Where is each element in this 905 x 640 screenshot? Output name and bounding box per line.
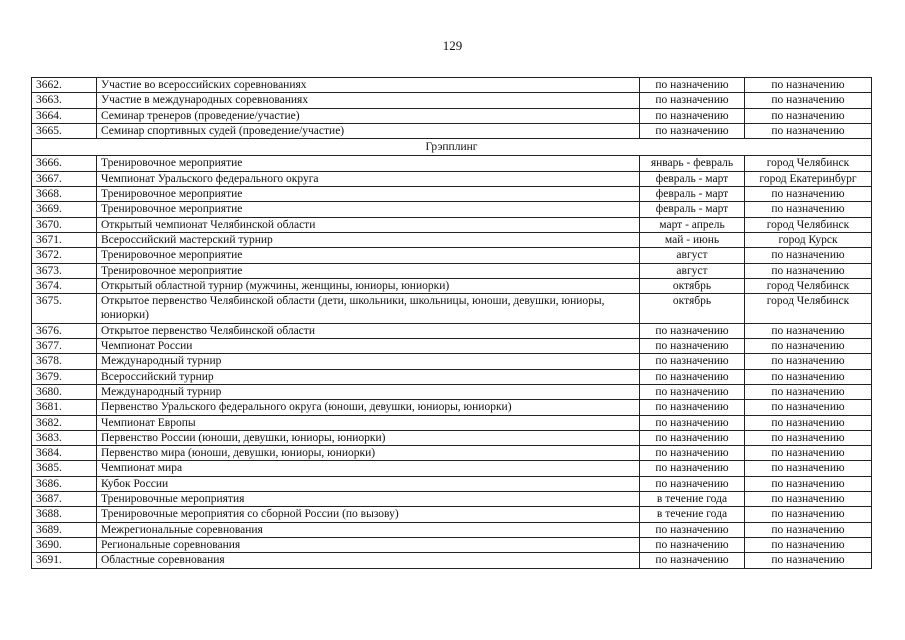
event-date-cell: май - июнь xyxy=(640,232,745,247)
table-row xyxy=(32,323,872,338)
event-date-cell: октябрь xyxy=(640,294,745,324)
event-date-cell: август xyxy=(640,263,745,278)
event-date-cell: по назначению xyxy=(640,384,745,399)
event-date-cell: в течение года xyxy=(640,507,745,522)
event-place-cell: по назначению xyxy=(745,123,872,138)
table-row xyxy=(32,78,872,93)
event-name-cell: Чемпионат Уральского федерального округа xyxy=(97,171,640,186)
event-place-cell: по назначению xyxy=(745,492,872,507)
event-place-cell: по назначению xyxy=(745,507,872,522)
event-place-cell: по назначению xyxy=(745,522,872,537)
row-number-cell: 3684. xyxy=(32,446,97,461)
table-row xyxy=(32,553,872,568)
event-place-cell: город Екатеринбург xyxy=(745,171,872,186)
event-name-cell: Всероссийский мастерский турнир xyxy=(97,232,640,247)
event-place-cell: по назначению xyxy=(745,202,872,217)
row-number-cell: 3680. xyxy=(32,384,97,399)
event-name-cell: Региональные соревнования xyxy=(97,537,640,552)
event-date-cell: по назначению xyxy=(640,354,745,369)
table-row xyxy=(32,108,872,123)
section-header-group xyxy=(32,139,872,156)
event-name-cell: Тренировочное мероприятие xyxy=(97,263,640,278)
event-date-cell: по назначению xyxy=(640,430,745,445)
event-date-cell: февраль - март xyxy=(640,171,745,186)
event-name-cell: Тренировочное мероприятие xyxy=(97,156,640,171)
event-date-cell: по назначению xyxy=(640,323,745,338)
event-place-cell: по назначению xyxy=(745,263,872,278)
event-name-cell: Семинар тренеров (проведение/участие) xyxy=(97,108,640,123)
event-date-cell: по назначению xyxy=(640,123,745,138)
row-number-cell: 3671. xyxy=(32,232,97,247)
row-number-cell: 3689. xyxy=(32,522,97,537)
table-row xyxy=(32,400,872,415)
table-row xyxy=(32,369,872,384)
event-date-cell: по назначению xyxy=(640,93,745,108)
event-place-cell: по назначению xyxy=(745,323,872,338)
event-name-cell: Первенство России (юноши, девушки, юниоры, юниорки) xyxy=(97,430,640,445)
event-place-cell: по назначению xyxy=(745,369,872,384)
event-name-cell: Тренировочное мероприятие xyxy=(97,202,640,217)
page-number: 129 xyxy=(442,38,463,53)
event-place-cell: по назначению xyxy=(745,446,872,461)
event-place-cell: по назначению xyxy=(745,461,872,476)
event-date-cell: по назначению xyxy=(640,446,745,461)
event-date-cell: по назначению xyxy=(640,369,745,384)
event-date-cell: по назначению xyxy=(640,476,745,491)
event-name-cell: Чемпионат Европы xyxy=(97,415,640,430)
event-name-cell: Открытое первенство Челябинской области xyxy=(97,323,640,338)
row-number-cell: 3670. xyxy=(32,217,97,232)
table-row xyxy=(32,171,872,186)
event-place-cell: город Курск xyxy=(745,232,872,247)
row-number-cell: 3662. xyxy=(32,78,97,93)
table-row xyxy=(32,123,872,138)
table-row xyxy=(32,93,872,108)
event-name-cell: Участие во всероссийских соревнованиях xyxy=(97,78,640,93)
event-name-cell: Всероссийский турнир xyxy=(97,369,640,384)
event-date-cell: по назначению xyxy=(640,522,745,537)
row-number-cell: 3687. xyxy=(32,492,97,507)
events-table xyxy=(31,77,872,569)
event-name-cell: Участие в международных соревнованиях xyxy=(97,93,640,108)
event-place-cell: город Челябинск xyxy=(745,217,872,232)
event-place-cell: по назначению xyxy=(745,384,872,399)
event-date-cell: по назначению xyxy=(640,461,745,476)
event-place-cell: по назначению xyxy=(745,187,872,202)
event-name-cell: Тренировочные мероприятия со сборной России (по вызову) xyxy=(97,507,640,522)
event-date-cell: по назначению xyxy=(640,108,745,123)
table-row xyxy=(32,354,872,369)
table-row xyxy=(32,187,872,202)
event-name-cell: Кубок России xyxy=(97,476,640,491)
event-place-cell: по назначению xyxy=(745,415,872,430)
event-name-cell: Тренировочное мероприятие xyxy=(97,187,640,202)
table-row xyxy=(32,446,872,461)
events-table-body-bottom xyxy=(32,156,872,568)
event-date-cell: февраль - март xyxy=(640,187,745,202)
row-number-cell: 3681. xyxy=(32,400,97,415)
event-name-cell: Семинар спортивных судей (проведение/участие) xyxy=(97,123,640,138)
event-place-cell: город Челябинск xyxy=(745,294,872,324)
table-row xyxy=(32,217,872,232)
event-name-cell: Областные соревнования xyxy=(97,553,640,568)
event-place-cell: по назначению xyxy=(745,248,872,263)
table-row xyxy=(32,248,872,263)
event-place-cell: по назначению xyxy=(745,78,872,93)
event-date-cell: по назначению xyxy=(640,415,745,430)
row-number-cell: 3673. xyxy=(32,263,97,278)
row-number-cell: 3667. xyxy=(32,171,97,186)
event-date-cell: по назначению xyxy=(640,339,745,354)
event-date-cell: по назначению xyxy=(640,553,745,568)
row-number-cell: 3690. xyxy=(32,537,97,552)
row-number-cell: 3674. xyxy=(32,278,97,293)
row-number-cell: 3691. xyxy=(32,553,97,568)
event-place-cell: по назначению xyxy=(745,93,872,108)
table-row xyxy=(32,278,872,293)
row-number-cell: 3675. xyxy=(32,294,97,324)
row-number-cell: 3676. xyxy=(32,323,97,338)
table-row xyxy=(32,522,872,537)
table-row xyxy=(32,339,872,354)
event-place-cell: по назначению xyxy=(745,354,872,369)
row-number-cell: 3664. xyxy=(32,108,97,123)
event-place-cell: по назначению xyxy=(745,537,872,552)
event-date-cell: по назначению xyxy=(640,400,745,415)
section-title: Грэпплинг xyxy=(32,139,872,156)
event-place-cell: по назначению xyxy=(745,430,872,445)
event-name-cell: Межрегиональные соревнования xyxy=(97,522,640,537)
row-number-cell: 3683. xyxy=(32,430,97,445)
event-date-cell: февраль - март xyxy=(640,202,745,217)
table-row xyxy=(32,507,872,522)
event-name-cell: Чемпионат России xyxy=(97,339,640,354)
row-number-cell: 3685. xyxy=(32,461,97,476)
event-name-cell: Первенство мира (юноши, девушки, юниоры, юниорки) xyxy=(97,446,640,461)
event-place-cell: по назначению xyxy=(745,476,872,491)
event-name-cell: Тренировочное мероприятие xyxy=(97,248,640,263)
event-place-cell: город Челябинск xyxy=(745,278,872,293)
row-number-cell: 3666. xyxy=(32,156,97,171)
event-date-cell: в течение года xyxy=(640,492,745,507)
event-place-cell: по назначению xyxy=(745,400,872,415)
event-date-cell: октябрь xyxy=(640,278,745,293)
event-date-cell: август xyxy=(640,248,745,263)
event-name-cell: Открытый чемпионат Челябинской области xyxy=(97,217,640,232)
row-number-cell: 3677. xyxy=(32,339,97,354)
table-row xyxy=(32,294,872,324)
event-place-cell: по назначению xyxy=(745,339,872,354)
row-number-cell: 3688. xyxy=(32,507,97,522)
row-number-cell: 3672. xyxy=(32,248,97,263)
table-row xyxy=(32,415,872,430)
event-place-cell: город Челябинск xyxy=(745,156,872,171)
table-row xyxy=(32,492,872,507)
event-name-cell: Международный турнир xyxy=(97,354,640,369)
event-name-cell: Тренировочные мероприятия xyxy=(97,492,640,507)
row-number-cell: 3682. xyxy=(32,415,97,430)
table-row xyxy=(32,202,872,217)
event-date-cell: по назначению xyxy=(640,78,745,93)
table-row xyxy=(32,384,872,399)
table-row xyxy=(32,461,872,476)
table-row xyxy=(32,232,872,247)
event-place-cell: по назначению xyxy=(745,108,872,123)
row-number-cell: 3678. xyxy=(32,354,97,369)
row-number-cell: 3663. xyxy=(32,93,97,108)
row-number-cell: 3686. xyxy=(32,476,97,491)
table-row xyxy=(32,476,872,491)
event-name-cell: Международный турнир xyxy=(97,384,640,399)
event-name-cell: Открытый областной турнир (мужчины, женщины, юниоры, юниорки) xyxy=(97,278,640,293)
row-number-cell: 3665. xyxy=(32,123,97,138)
row-number-cell: 3668. xyxy=(32,187,97,202)
row-number-cell: 3669. xyxy=(32,202,97,217)
table-row xyxy=(32,156,872,171)
table-row xyxy=(32,537,872,552)
event-name-cell: Открытое первенство Челябинской области (дети, школьники, школьницы, юноши, девушки, юниоры, юниорки) xyxy=(97,294,640,324)
event-place-cell: по назначению xyxy=(745,553,872,568)
event-date-cell: по назначению xyxy=(640,537,745,552)
table-row xyxy=(32,263,872,278)
table-row xyxy=(32,430,872,445)
section-header-row xyxy=(32,139,872,156)
events-table-body-top xyxy=(32,78,872,139)
event-name-cell: Первенство Уральского федерального округа (юноши, девушки, юниоры, юниорки) xyxy=(97,400,640,415)
event-name-cell: Чемпионат мира xyxy=(97,461,640,476)
event-date-cell: январь - февраль xyxy=(640,156,745,171)
event-date-cell: март - апрель xyxy=(640,217,745,232)
row-number-cell: 3679. xyxy=(32,369,97,384)
